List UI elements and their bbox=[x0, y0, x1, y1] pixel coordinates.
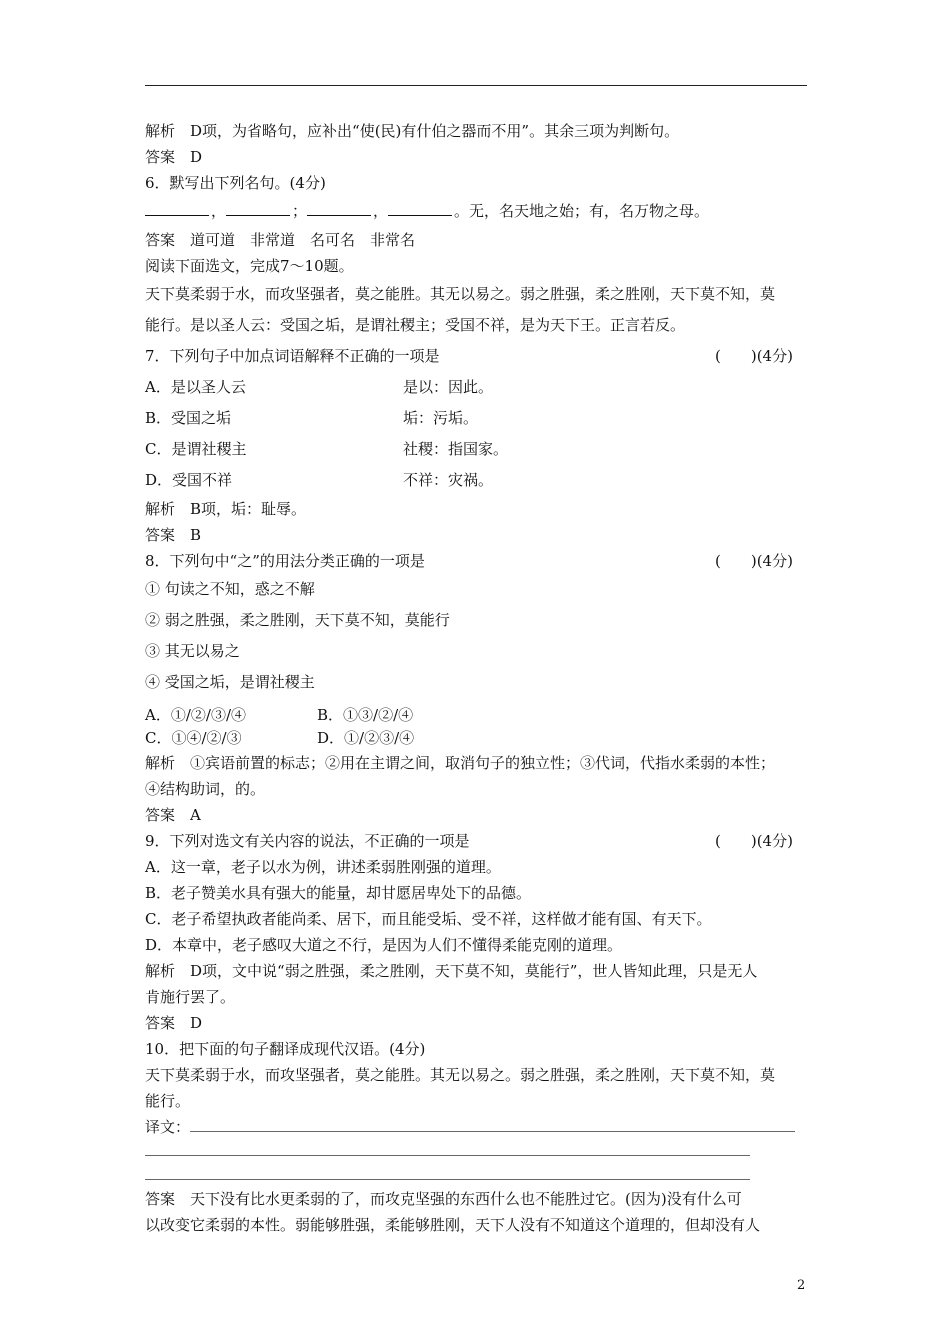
translation-label: 译文： bbox=[145, 1118, 191, 1136]
fill-blank-3[interactable] bbox=[307, 201, 371, 216]
answer-8: 答案 A bbox=[145, 806, 201, 824]
question-9-option-d: D．本章中，老子感叹大道之不行，是因为人们不懂得柔能克刚的道理。 bbox=[145, 936, 623, 954]
answer-10-line-1: 答案 天下没有比水更柔弱的了，而攻克坚强的东西什么也不能胜过它。(因为)没有什么可 bbox=[145, 1190, 742, 1208]
question-7-option-a: A．是以圣人云 是以：因此。 bbox=[145, 378, 494, 396]
question-8-item-3: ③ 其无以易之 bbox=[145, 642, 240, 660]
analysis-9-line-2: 肯施行罢了。 bbox=[145, 988, 236, 1006]
reading-instruction: 阅读下面选文，完成7～10题。 bbox=[145, 257, 354, 275]
question-8 bbox=[145, 548, 810, 574]
question-6: 6．默写出下列名句。(4分) bbox=[145, 174, 326, 192]
analysis-8-line-1: 解析 ①宾语前置的标志；②用在主谓之间，取消句子的独立性；③代词，代指水柔弱的本性； bbox=[145, 754, 776, 772]
question-7 bbox=[145, 341, 810, 372]
header-rule bbox=[145, 85, 807, 86]
question-9-option-c: C．老子希望执政者能尚柔、居下，而且能受垢、受不祥，这样做才能有国、有天下。 bbox=[145, 910, 712, 928]
answer-10-line-2: 以改变它柔弱的本性。弱能够胜强，柔能够胜刚，天下人没有不知道这个道理的，但却没有人 bbox=[145, 1216, 761, 1234]
passage-line-2: 能行。是以圣人云：受国之垢，是谓社稷主；受国不祥，是为天下王。正言若反。 bbox=[145, 316, 686, 334]
question-7-score: ( )(4分) bbox=[715, 347, 793, 365]
question-8-options-ab: A．①/②/③/④ B．①③/②/④ bbox=[145, 706, 414, 724]
question-7-option-b: B．受国之垢 垢：污垢。 bbox=[145, 409, 479, 427]
translation-line-1[interactable] bbox=[190, 1114, 795, 1132]
page-number: 2 bbox=[797, 1278, 806, 1293]
analysis-8-line-2: ④结构助词，的。 bbox=[145, 780, 266, 798]
question-8-score: ( )(4分) bbox=[715, 552, 793, 570]
question-8-item-4: ④ 受国之垢，是谓社稷主 bbox=[145, 673, 315, 691]
question-8-text: 8．下列句中“之”的用法分类正确的一项是 bbox=[145, 552, 425, 570]
question-10-text-2: 能行。 bbox=[145, 1092, 191, 1110]
question-8-options-cd: C．①④/②/③ D．①/②③/④ bbox=[145, 729, 415, 747]
question-10: 10．把下面的句子翻译成现代汉语。(4分) bbox=[145, 1040, 426, 1058]
question-10-text-1: 天下莫柔弱于水，而攻坚强者，莫之能胜。其无以易之。弱之胜强，柔之胜刚，天下莫不知，莫 bbox=[145, 1066, 776, 1084]
question-9-option-b: B．老子赞美水具有强大的能量，却甘愿居卑处下的品德。 bbox=[145, 884, 532, 902]
question-9-option-a: A．这一章，老子以水为例，讲述柔弱胜刚强的道理。 bbox=[145, 858, 501, 876]
question-9-text: 9．下列对选文有关内容的说法，不正确的一项是 bbox=[145, 832, 470, 850]
fill-blank-1[interactable] bbox=[145, 201, 209, 216]
answer-9: 答案 D bbox=[145, 1014, 203, 1032]
question-8-item-1: ① 句读之不知，惑之不解 bbox=[145, 580, 315, 598]
question-6-blanks: ， ； ， 。无，名天地之始；有，名万物之母。 bbox=[145, 196, 810, 227]
question-6-tail: 。无，名天地之始；有，名万物之母。 bbox=[454, 202, 710, 220]
analysis-9-line-1: 解析 D项，文中说“弱之胜强，柔之胜刚，天下莫不知，莫能行”，世人皆知此理，只是无人 bbox=[145, 962, 758, 980]
question-7-text: 7．下列句子中加点词语解释不正确的一项是 bbox=[145, 347, 440, 365]
translation-line-2[interactable] bbox=[145, 1140, 750, 1156]
passage-line-1: 天下莫柔弱于水，而攻坚强者，莫之能胜。其无以易之。弱之胜强，柔之胜刚，天下莫不知，莫 bbox=[145, 285, 776, 303]
answer-7: 答案 B bbox=[145, 526, 202, 544]
translation-row bbox=[145, 1114, 810, 1140]
question-8-item-2: ② 弱之胜强，柔之胜刚，天下莫不知，莫能行 bbox=[145, 611, 450, 629]
question-7-option-c: C．是谓社稷主 社稷：指国家。 bbox=[145, 440, 509, 458]
analysis-7: 解析 B项，垢：耻辱。 bbox=[145, 500, 307, 518]
question-9 bbox=[145, 828, 810, 854]
answer-6: 答案 道可道 非常道 名可名 非常名 bbox=[145, 231, 416, 249]
translation-line-3[interactable] bbox=[145, 1156, 750, 1180]
answer-5: 答案 D bbox=[145, 148, 203, 166]
question-9-score: ( )(4分) bbox=[715, 832, 793, 850]
document-body bbox=[145, 118, 810, 1238]
question-7-option-d: D．受国不祥 不祥：灾祸。 bbox=[145, 471, 494, 489]
analysis-5: 解析 D项，为省略句，应补出“使(民)有什伯之器而不用”。其余三项为判断句。 bbox=[145, 122, 680, 140]
fill-blank-4[interactable] bbox=[388, 201, 452, 216]
fill-blank-2[interactable] bbox=[226, 201, 290, 216]
